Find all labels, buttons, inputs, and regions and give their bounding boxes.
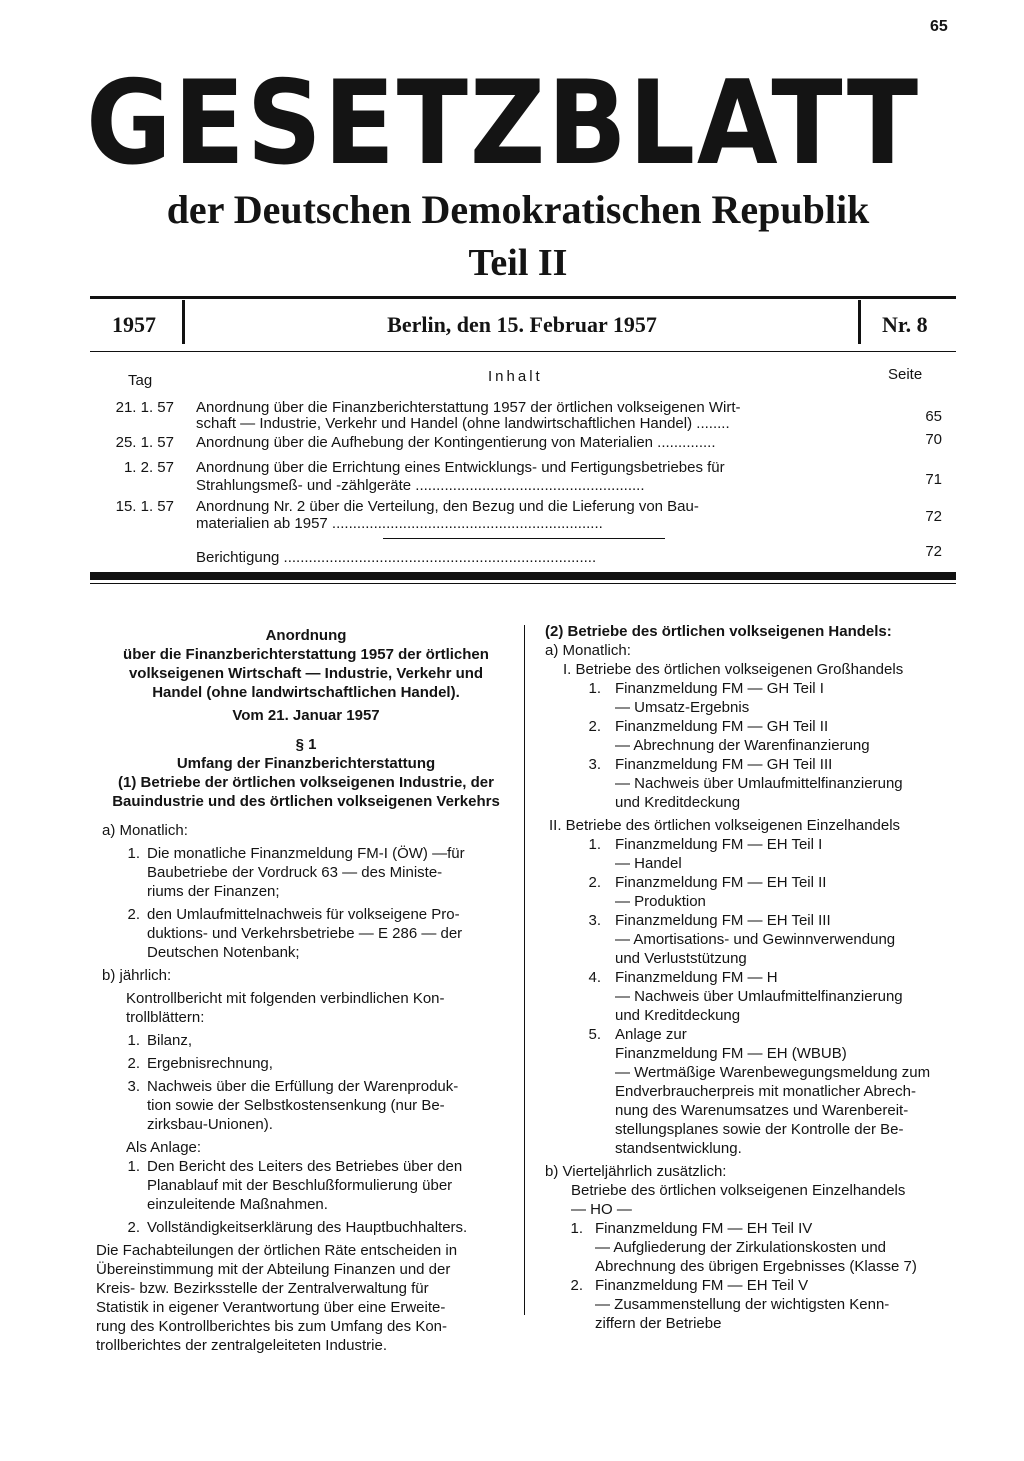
decree-title: volkseigenen Wirtschaft — Industrie, Verkehr und [128,665,484,682]
toc-entry [112,543,942,568]
item-text: Deutschen Notenbank; [147,944,300,961]
item-number: 2. [127,1055,140,1072]
item-text: riums der Finanzen; [147,883,280,900]
item-text: Finanzmeldung FM — EH Teil II [615,874,827,891]
left-column [96,626,516,1355]
item-text: Den Bericht des Leiters des Betriebes über den [147,1158,463,1175]
list-label: b) Vierteljährlich zusätzlich: [545,1163,727,1180]
toc-header-content: Inhalt [488,368,543,385]
item-text: Nachweis über die Erfüllung der Warenproduk- [147,1078,459,1095]
subsection-title: Bauindustrie und des örtlichen volkseigenen Verkehrs [112,793,500,810]
paragraph-line: Kreis- bzw. Bezirksstelle der Zentralverwaltung für [96,1280,429,1297]
item-text: Baubetriebe der Vordruck 63 — des Ministe- [147,864,443,881]
item-text: — Umsatz-Ergebnis [615,699,750,716]
paragraph-line: Statistik in eigener Verantwortung über eine Erweite- [96,1299,446,1316]
item-number: 2. [588,874,601,891]
toc-header-day: Tag [128,372,153,389]
toc-text: Berichtigung ........................................................................... [196,549,597,566]
item-number: 1. [570,1220,583,1237]
item-text: Abrechnung des übrigen Ergebnisses (Klasse 7) [595,1258,917,1275]
paragraph-line: Die Fachabteilungen der örtlichen Räte entscheiden in [96,1242,458,1259]
item-number: 1. [127,1158,140,1175]
section-title: Umfang der Finanzberichterstattung [176,755,436,772]
list-item [545,1219,963,1276]
item-text: nung des Warenumsatzes und Warenbereit- [615,1102,909,1119]
masthead-subtitle: der Deutschen Demokratischen Republik [166,187,870,232]
item-text: standsentwicklung. [615,1140,742,1157]
section-number: § 1 [295,736,317,753]
toc-page: 65 [925,408,942,425]
item-text: — Produktion [615,893,706,910]
item-number: 2. [127,1219,140,1236]
toc-entry [112,497,942,537]
item-text: ziffern der Betriebe [595,1315,722,1332]
item-text: Die monatliche Finanzmeldung FM-I (ÖW) —für [147,845,465,862]
issue-number: Nr. 8 [882,312,928,337]
issue-divider [182,300,185,344]
list-item [96,1157,516,1214]
masthead-title: GESETZBLATT [86,56,920,191]
list-intro: Betriebe des örtlichen volkseigenen Einzelhandels [571,1182,906,1199]
paragraph-line: trollberichtes der zentralgeleiteten Industrie. [96,1337,387,1354]
decree-title: über die Finanzberichterstattung 1957 der örtlichen [123,646,489,663]
decree-title: Anordnung [265,627,347,644]
list-item [96,1077,516,1134]
item-text: — Nachweis über Umlaufmittelfinanzierung [615,988,903,1005]
toc-text: schaft — Industrie, Verkehr und Handel (ohne landwirtschaftlichen Handel) ........ [196,415,730,432]
subsection-title: (2) Betriebe des örtlichen volkseigenen Handels: [545,623,892,640]
issue-date: Berlin, den 15. Februar 1957 [387,312,657,337]
item-text: Finanzmeldung FM — GH Teil II [615,718,829,735]
page-number: 65 [930,18,948,35]
annex-label: Als Anlage: [126,1139,202,1156]
item-text: — Amortisations- und Gewinnverwendung [615,931,896,948]
item-text: — Aufgliederung der Zirkulationskosten und [595,1239,887,1256]
item-number: 3. [588,912,601,929]
subsection-title: (1) Betriebe der örtlichen volkseigenen Industrie, der [118,774,494,791]
item-text: — Zusammenstellung der wichtigsten Kenn- [595,1296,890,1313]
header-rule-thin [90,583,956,584]
item-text: Ergebnisrechnung, [147,1055,273,1072]
list-item [545,911,963,968]
item-number: 1. [127,845,140,862]
toc-separator [383,538,665,539]
item-text: Finanzmeldung FM — EH Teil III [615,912,831,929]
item-number: 1. [588,836,601,853]
issue-year: 1957 [112,312,156,337]
list-item [545,1025,963,1158]
item-number: 4. [588,969,601,986]
toc-text: materialien ab 1957 ................................................................. [196,515,603,532]
item-text: duktions- und Verkehrsbetriebe — E 286 — der [147,925,463,942]
column-divider [524,625,525,1315]
item-text: Vollständigkeitserklärung des Hauptbuchhalters. [147,1219,468,1236]
list-item [545,755,963,812]
toc-text: Anordnung über die Errichtung eines Entwicklungs- und Fertigungsbetriebes für [196,459,725,476]
item-number: 3. [127,1078,140,1095]
toc-page: 72 [925,508,942,525]
paragraph-line: Übereinstimmung mit der Abteilung Finanzen und der [96,1261,451,1278]
list-item [96,1218,516,1237]
item-text: Finanzmeldung FM — H [615,969,778,986]
list-item [545,835,963,873]
list-item [96,844,516,901]
list-item [545,968,963,1025]
list-item [96,1054,516,1073]
item-number: 2. [127,906,140,923]
item-text: und Kreditdeckung [615,794,741,811]
item-text: Finanzmeldung FM — EH Teil IV [595,1220,813,1237]
toc-header-page: Seite [888,366,923,383]
item-text: und Verluststützung [615,950,747,967]
item-text: Bilanz, [147,1032,193,1049]
toc-day: 1. 2. 57 [123,459,174,476]
item-text: Finanzmeldung FM — EH (WBUB) [615,1045,847,1062]
toc-day: 25. 1. 57 [115,434,174,451]
list-intro: Kontrollbericht mit folgenden verbindlichen Kon- [126,990,445,1007]
toc-entry [112,458,942,498]
item-text: — Nachweis über Umlaufmittelfinanzierung [615,775,903,792]
group-label: II. Betriebe des örtlichen volkseigenen Einzelhandels [549,817,901,834]
item-text: Planablauf mit der Beschlußformulierung über [147,1177,453,1194]
item-text: — Abrechnung der Warenfinanzierung [615,737,870,754]
paragraph-line: rung des Kontrollberichtes bis zum Umfang des Kon- [96,1318,448,1335]
item-number: 3. [588,756,601,773]
toc-page: 71 [925,471,942,488]
item-number: 5. [588,1026,601,1043]
item-text: Finanzmeldung FM — EH Teil V [595,1277,809,1294]
list-item [545,679,963,717]
right-column [545,622,963,1333]
group-label: I. Betriebe des örtlichen volkseigenen Großhandels [563,661,904,678]
item-text: — Handel [615,855,682,872]
toc-day: 15. 1. 57 [115,498,174,515]
masthead-part: Teil II [468,242,568,284]
item-text: Finanzmeldung FM — GH Teil I [615,680,824,697]
issue-divider [858,300,861,344]
closing-paragraph [96,1241,516,1355]
list-intro: trollblättern: [126,1009,205,1026]
item-text: den Umlaufmittelnachweis für volkseigene Pro- [147,906,460,923]
list-item [96,1031,516,1050]
list-label: b) jährlich: [102,967,172,984]
item-number: 1. [588,680,601,697]
item-number: 1. [127,1032,140,1049]
list-item [96,905,516,962]
item-text: Endverbraucherpreis mit monatlicher Abrech- [615,1083,916,1100]
toc-page: 72 [925,543,942,560]
item-text: tion sowie der Selbstkostensenkung (nur Be- [147,1097,445,1114]
decree-title: Handel (ohne landwirtschaftlichen Handel). [152,684,460,701]
item-number: 2. [570,1277,583,1294]
item-text: Finanzmeldung FM — GH Teil III [615,756,833,773]
list-item [545,717,963,755]
decree-date: Vom 21. Januar 1957 [232,707,380,724]
item-text: stellungsplanes sowie der Kontrolle der Be- [615,1121,904,1138]
list-intro: — HO — [571,1201,632,1218]
header-rule [90,572,956,580]
item-text: Anlage zur [615,1026,687,1043]
toc-entry [112,432,942,452]
toc-text: Anordnung über die Finanzberichterstattung 1957 der örtlichen volkseigenen Wirt- [196,399,741,416]
toc-page: 70 [925,431,942,448]
toc-text: Anordnung über die Aufhebung der Kontingentierung von Materialien .............. [196,434,716,451]
item-text: einzuleitende Maßnahmen. [147,1196,328,1213]
item-text: Finanzmeldung FM — EH Teil I [615,836,823,853]
toc-text: Strahlungsmeß- und -zählgeräte ....................................................... [196,477,645,494]
list-label: a) Monatlich: [545,642,631,659]
toc-day: 21. 1. 57 [115,399,174,416]
list-item [545,873,963,911]
list-item [545,1276,963,1333]
item-text: — Wertmäßige Warenbewegungsmeldung zum [615,1064,931,1081]
item-text: und Kreditdeckung [615,1007,741,1024]
item-text: zirksbau-Unionen). [147,1116,273,1133]
item-number: 2. [588,718,601,735]
toc-text: Anordnung Nr. 2 über die Verteilung, den Bezug und die Lieferung von Bau- [196,498,699,515]
list-label: a) Monatlich: [102,822,188,839]
